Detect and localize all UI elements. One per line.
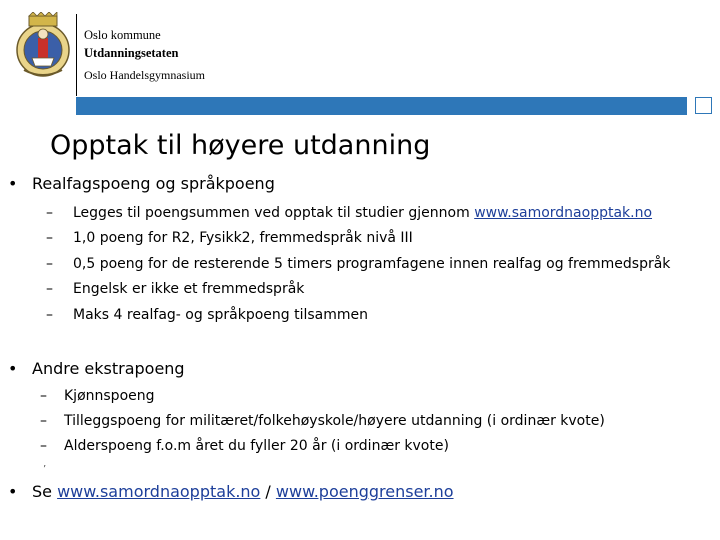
header-accent-box	[695, 97, 712, 114]
link-separator: /	[260, 482, 276, 501]
dash-icon: –	[40, 438, 47, 454]
bullet-label: Realfagspoeng og språkpoeng	[32, 174, 275, 193]
bullet-andre-ekstrapoeng	[8, 359, 185, 378]
list-item-text: Tilleggspoeng for militæret/folkehøyskole/høyere utdanning (i ordinær kvote)	[64, 413, 605, 429]
list-item-text: Engelsk er ikke et fremmedspråk	[73, 281, 305, 297]
dash-icon: –	[46, 256, 53, 272]
list-item-text: Legges til poengsummen ved opptak til studier gjennom	[73, 205, 475, 221]
bullet-label: Andre ekstrapoeng	[32, 359, 185, 378]
bullet-icon: •	[8, 482, 18, 501]
dash-icon: –	[46, 307, 53, 323]
dash-icon: –	[46, 281, 53, 297]
bullet-realfagspoeng	[8, 174, 275, 193]
bullet-prefix: Se	[32, 482, 58, 501]
header-divider	[76, 14, 77, 96]
bullet-icon: •	[8, 174, 18, 193]
list-item-text: Kjønnspoeng	[64, 388, 155, 404]
link-samordnaopptak[interactable]: www.samordnaopptak.no	[57, 482, 261, 501]
oslo-coat-of-arms-logo	[14, 12, 72, 84]
header-accent-bar	[76, 97, 687, 115]
list-item-text: 0,5 poeng for de resterende 5 timers programfagene innen realfag og fremmedspråk	[73, 256, 671, 272]
list-item-text: 1,0 poeng for R2, Fysikk2, fremmedspråk nivå III	[73, 230, 413, 246]
dash-icon: –	[46, 205, 53, 221]
bullet-se-lenker	[8, 482, 454, 501]
org-line-municipality: Oslo kommune	[84, 28, 161, 42]
list-item-text: Alderspoeng f.o.m året du fyller 20 år (i ordinær kvote)	[64, 438, 449, 454]
page-title: Opptak til høyere utdanning	[50, 130, 431, 161]
bullet-icon: •	[8, 359, 18, 378]
stray-mark: ’	[43, 464, 47, 475]
link-poenggrenser[interactable]: www.poenggrenser.no	[275, 482, 454, 501]
org-line-school: Oslo Handelsgymnasium	[84, 68, 205, 82]
dash-icon: –	[46, 230, 53, 246]
dash-icon: –	[40, 413, 47, 429]
dash-icon: –	[40, 388, 47, 404]
org-line-department: Utdanningsetaten	[84, 46, 179, 60]
list-item-text: Maks 4 realfag- og språkpoeng tilsammen	[73, 307, 368, 323]
link-samordnaopptak[interactable]: www.samordnaopptak.no	[474, 205, 653, 221]
